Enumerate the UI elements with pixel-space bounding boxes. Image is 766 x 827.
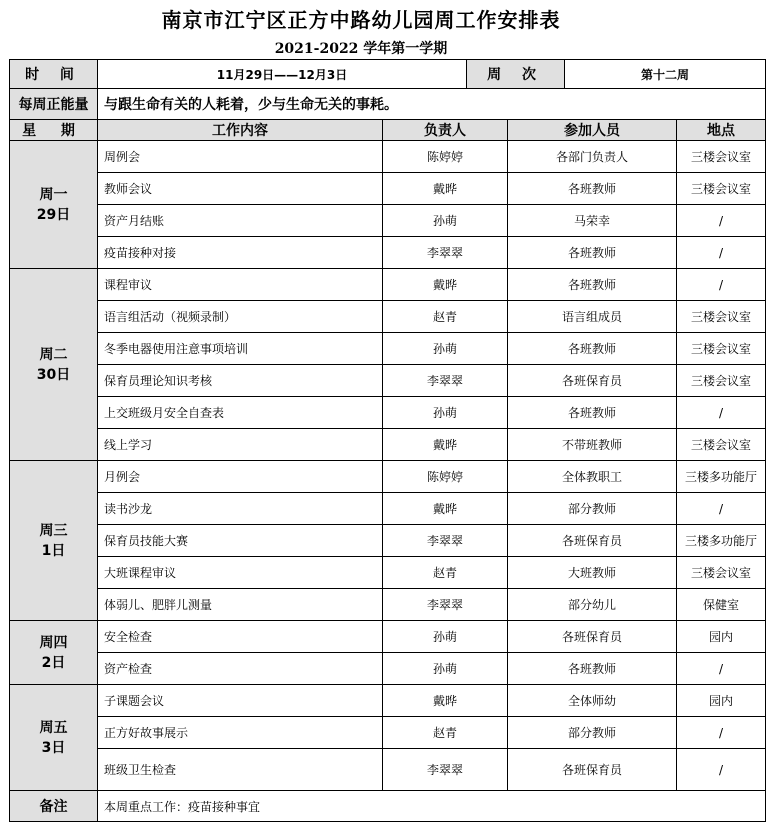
task-participants: 各部门负责人 — [508, 141, 677, 173]
task-owner: 孙萌 — [383, 205, 508, 237]
task-participants: 各班教师 — [508, 397, 677, 429]
task-owner: 赵青 — [383, 557, 508, 589]
task-row — [10, 621, 766, 653]
task-content: 月例会 — [98, 461, 383, 493]
task-location: / — [677, 269, 766, 301]
task-location: 三楼多功能厅 — [677, 525, 766, 557]
column-header-content: 工作内容 — [98, 120, 383, 141]
task-row — [10, 653, 766, 685]
page-title: 南京市江宁区正方中路幼儿园周工作安排表 — [161, 8, 561, 32]
task-location: 三楼会议室 — [677, 141, 766, 173]
task-content: 上交班级月安全自查表 — [98, 397, 383, 429]
task-content: 读书沙龙 — [98, 493, 383, 525]
task-owner: 陈婷婷 — [383, 461, 508, 493]
task-content: 安全检查 — [98, 621, 383, 653]
day-date: 2日 — [41, 654, 66, 671]
day-date: 1日 — [41, 542, 66, 559]
task-location: / — [677, 205, 766, 237]
day-name: 周五 — [39, 719, 68, 736]
task-row — [10, 301, 766, 333]
task-participants: 大班教师 — [508, 557, 677, 589]
task-content: 教师会议 — [98, 173, 383, 205]
note-row — [10, 791, 766, 822]
task-location: 三楼会议室 — [677, 333, 766, 365]
task-owner: 李翠翠 — [383, 237, 508, 269]
task-participants: 各班保育员 — [508, 525, 677, 557]
task-row — [10, 685, 766, 717]
task-row — [10, 493, 766, 525]
task-content: 课程审议 — [98, 269, 383, 301]
motto-label: 每周正能量 — [10, 89, 98, 120]
task-participants: 部分教师 — [508, 493, 677, 525]
task-content: 班级卫生检查 — [98, 749, 383, 791]
task-content: 冬季电器使用注意事项培训 — [98, 333, 383, 365]
task-row — [10, 429, 766, 461]
task-owner: 李翠翠 — [383, 525, 508, 557]
date-range: 11月29日——12月3日 — [98, 60, 467, 89]
column-header-owner: 负责人 — [383, 120, 508, 141]
task-row — [10, 749, 766, 791]
task-content: 资产检查 — [98, 653, 383, 685]
column-header-location: 地点 — [677, 120, 766, 141]
task-participants: 各班保育员 — [508, 365, 677, 397]
week-value: 第十二周 — [565, 60, 766, 89]
day-cell — [10, 685, 98, 791]
day-cell — [10, 141, 98, 269]
task-owner: 戴晔 — [383, 493, 508, 525]
task-owner: 戴晔 — [383, 685, 508, 717]
day-date: 29日 — [36, 206, 71, 223]
column-header-day: 星 期 — [10, 120, 98, 141]
task-location: 三楼会议室 — [677, 173, 766, 205]
task-participants: 各班教师 — [508, 173, 677, 205]
day-cell — [10, 621, 98, 685]
task-row — [10, 237, 766, 269]
task-owner: 孙萌 — [383, 621, 508, 653]
task-participants: 部分教师 — [508, 717, 677, 749]
task-location: 三楼多功能厅 — [677, 461, 766, 493]
task-participants: 全体教职工 — [508, 461, 677, 493]
task-location: / — [677, 717, 766, 749]
task-content: 保育员技能大赛 — [98, 525, 383, 557]
task-owner: 戴晔 — [383, 269, 508, 301]
header-row — [10, 60, 766, 89]
task-content: 子课题会议 — [98, 685, 383, 717]
note-text: 本周重点工作：疫苗接种事宜 — [98, 791, 766, 822]
task-participants: 各班教师 — [508, 269, 677, 301]
task-owner: 孙萌 — [383, 653, 508, 685]
task-location: 三楼会议室 — [677, 429, 766, 461]
day-name: 周一 — [39, 186, 68, 203]
page-subtitle: 2021-2022 学年第一学期 — [274, 41, 448, 57]
task-content: 保育员理论知识考核 — [98, 365, 383, 397]
task-row — [10, 557, 766, 589]
task-participants: 各班教师 — [508, 237, 677, 269]
day-name: 周二 — [39, 346, 68, 363]
task-location: 三楼会议室 — [677, 557, 766, 589]
task-participants: 各班教师 — [508, 653, 677, 685]
task-row — [10, 461, 766, 493]
task-participants: 各班保育员 — [508, 749, 677, 791]
task-content: 语言组活动（视频录制） — [98, 301, 383, 333]
day-name: 周三 — [39, 522, 68, 539]
task-row — [10, 397, 766, 429]
task-row — [10, 717, 766, 749]
task-location: / — [677, 397, 766, 429]
task-content: 大班课程审议 — [98, 557, 383, 589]
task-owner: 陈婷婷 — [383, 141, 508, 173]
motto-text: 与跟生命有关的人耗着，少与生命无关的事耗。 — [98, 89, 766, 120]
task-row — [10, 173, 766, 205]
column-header-row — [10, 120, 766, 141]
task-location: / — [677, 493, 766, 525]
task-row — [10, 525, 766, 557]
task-location: / — [677, 653, 766, 685]
task-row — [10, 333, 766, 365]
task-location: / — [677, 237, 766, 269]
task-row — [10, 269, 766, 301]
task-row — [10, 141, 766, 173]
task-location: 保健室 — [677, 589, 766, 621]
task-owner: 李翠翠 — [383, 749, 508, 791]
task-participants: 各班保育员 — [508, 621, 677, 653]
task-row — [10, 205, 766, 237]
task-row — [10, 589, 766, 621]
task-participants: 部分幼儿 — [508, 589, 677, 621]
task-content: 疫苗接种对接 — [98, 237, 383, 269]
task-content: 线上学习 — [98, 429, 383, 461]
schedule-table — [9, 59, 766, 822]
day-date: 3日 — [41, 739, 66, 756]
task-location: 园内 — [677, 685, 766, 717]
time-label: 时 间 — [10, 60, 98, 89]
task-content: 正方好故事展示 — [98, 717, 383, 749]
task-participants: 各班教师 — [508, 333, 677, 365]
task-owner: 戴晔 — [383, 429, 508, 461]
task-location: 三楼会议室 — [677, 301, 766, 333]
task-content: 周例会 — [98, 141, 383, 173]
task-content: 资产月结账 — [98, 205, 383, 237]
note-label: 备注 — [10, 791, 98, 822]
day-date: 30日 — [36, 366, 71, 383]
task-owner: 赵青 — [383, 301, 508, 333]
task-owner: 孙萌 — [383, 333, 508, 365]
task-owner: 李翠翠 — [383, 365, 508, 397]
task-location: 园内 — [677, 621, 766, 653]
task-row — [10, 365, 766, 397]
task-owner: 孙萌 — [383, 397, 508, 429]
task-location: 三楼会议室 — [677, 365, 766, 397]
task-owner: 戴晔 — [383, 173, 508, 205]
week-label: 周 次 — [467, 60, 565, 89]
motto-row — [10, 89, 766, 120]
task-owner: 赵青 — [383, 717, 508, 749]
task-owner: 李翠翠 — [383, 589, 508, 621]
day-name: 周四 — [39, 634, 68, 651]
task-participants: 马荣幸 — [508, 205, 677, 237]
task-participants: 不带班教师 — [508, 429, 677, 461]
task-participants: 语言组成员 — [508, 301, 677, 333]
task-participants: 全体师幼 — [508, 685, 677, 717]
task-location: / — [677, 749, 766, 791]
column-header-participants: 参加人员 — [508, 120, 677, 141]
day-cell — [10, 269, 98, 461]
task-content: 体弱儿、肥胖儿测量 — [98, 589, 383, 621]
day-cell — [10, 461, 98, 621]
